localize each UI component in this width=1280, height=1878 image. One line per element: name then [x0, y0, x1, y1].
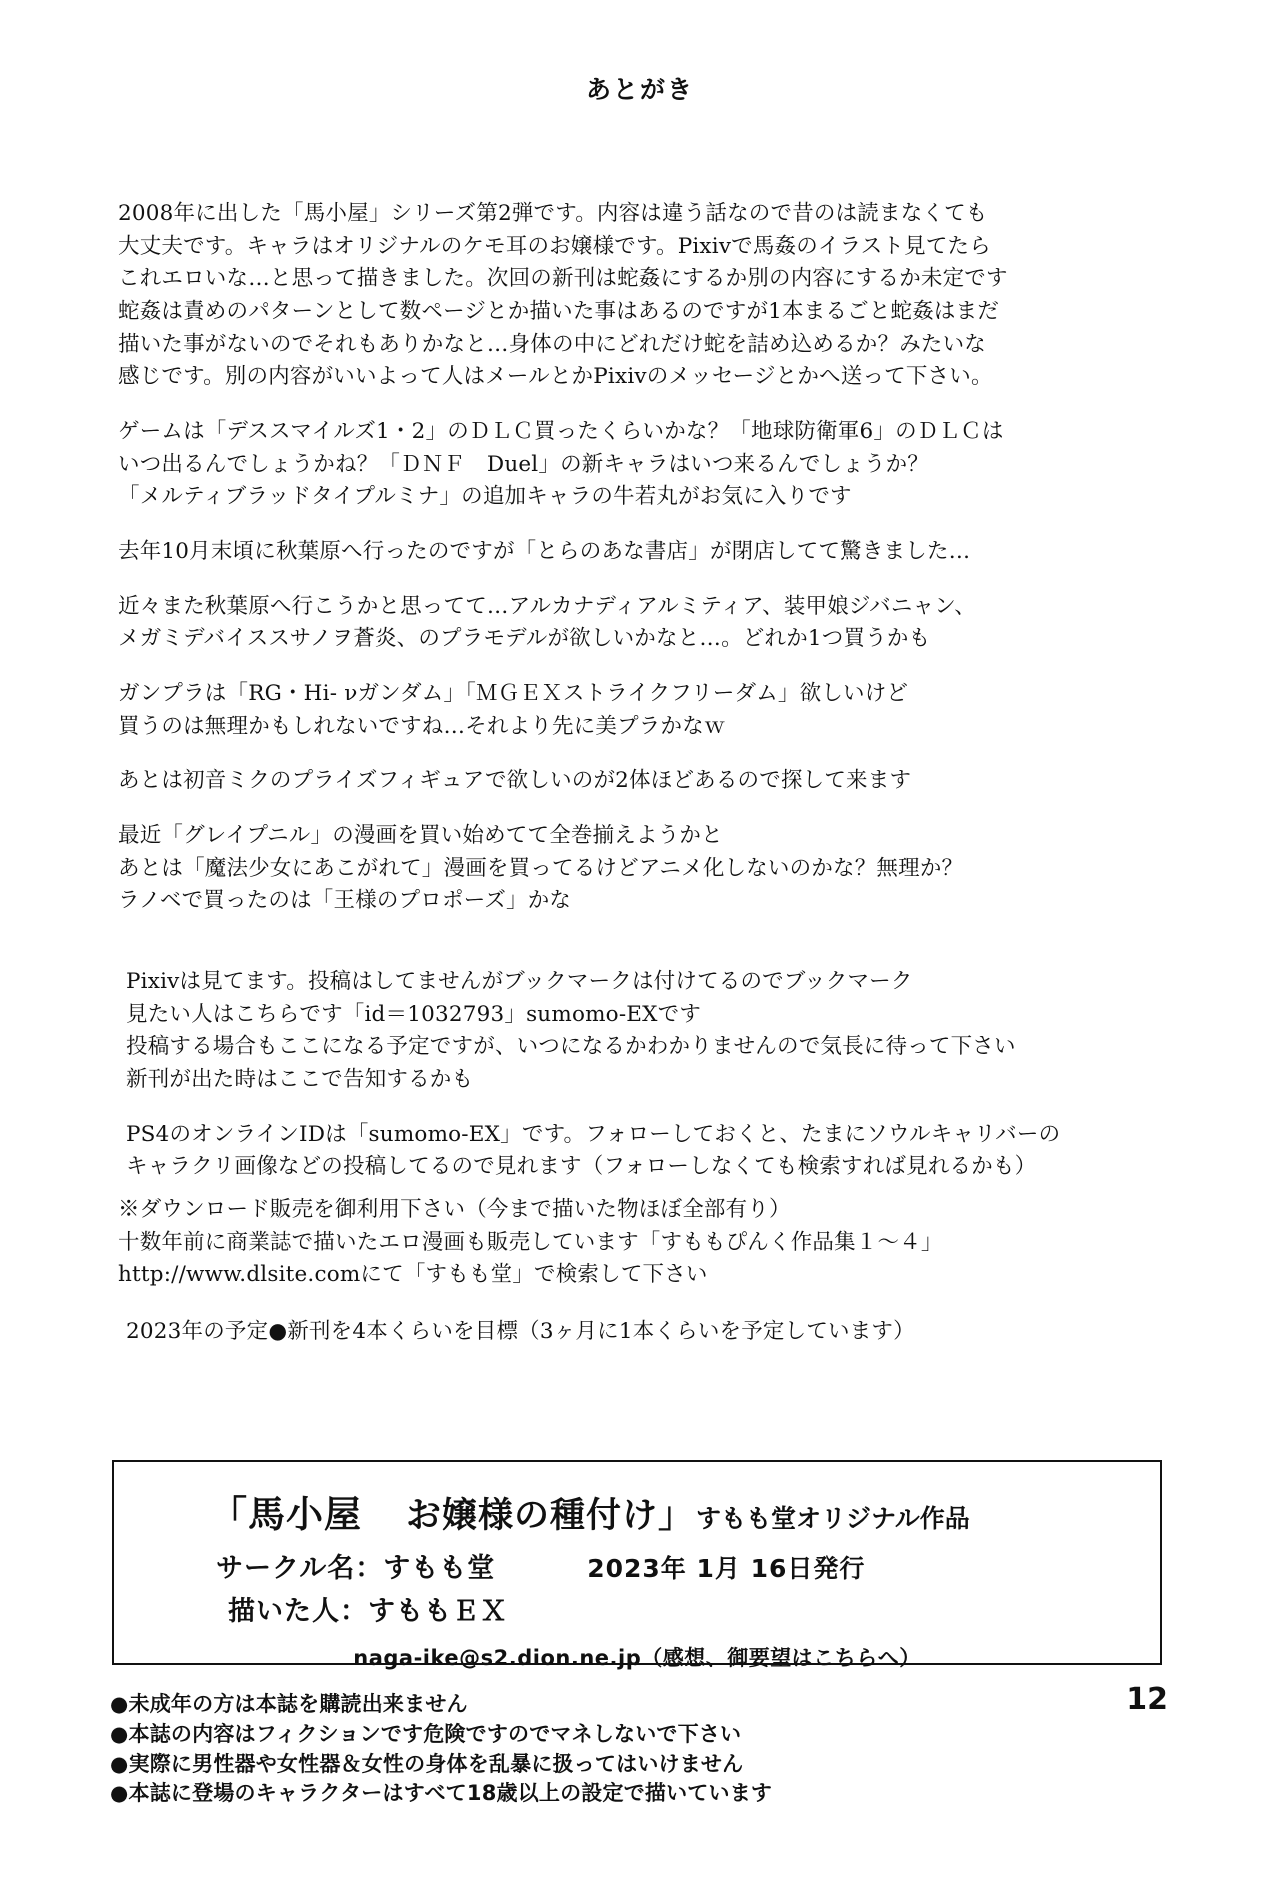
paragraph-3 — [118, 536, 1178, 569]
page-title: あとがき — [585, 75, 694, 104]
text-line: あとは「魔法少女にあこがれて」漫画を買ってるけどアニメ化しないのかな？無理か？ — [118, 855, 964, 881]
text-line: ※ダウンロード販売を御利用下さい（今まで描いた物ほぼ全部有り） — [118, 1197, 791, 1223]
notice-item: ●本誌に登場のキャラクターはすべて18歳以上の設定で描いています — [110, 1781, 773, 1806]
text-line: キャラクリ画像などの投稿してるので見れます（フォローしなくても検索すれば見れるかも） — [126, 1154, 1037, 1180]
text-line: 蛇姦は責めのパターンとして数ページとか描いた事はあるのですが1本まるごと蛇姦はまだ — [118, 299, 1000, 325]
afterword-body — [118, 198, 1178, 1349]
book-title-suffix: すもも堂オリジナル作品 — [696, 1504, 970, 1533]
spacer — [118, 656, 1178, 678]
author-name: 描いた人：すももＥＸ — [228, 1596, 508, 1627]
paragraph-4 — [118, 591, 1178, 656]
paragraph-2 — [118, 416, 1178, 514]
text-line: 新刊が出た時はここで告知するかも — [126, 1067, 474, 1093]
paragraph-9 — [118, 1119, 1178, 1184]
spacer — [118, 1184, 1178, 1194]
text-line: Pixivは見てます。投稿はしてませんがブックマークは付けてるのでブックマーク — [126, 969, 913, 995]
text-line: 近々また秋葉原へ行こうかと思ってて…アルカナディアルミティア、装甲娘ジバニャン、 — [118, 593, 976, 619]
colophon-title-row — [114, 1484, 1160, 1538]
spacer — [118, 918, 1178, 966]
text-line: 大丈夫です。キャラはオリジナルのケモ耳のお嬢様です。Pixivで馬姦のイラスト見てたら — [118, 233, 991, 259]
contact-email: naga-ike@s2.dion.ne.jp（感想、御要望はこちらへ） — [353, 1646, 921, 1670]
text-line: PS4のオンラインIDは「sumomo-EX」です。フォローしておくと、たまにソウルキャリバーの — [126, 1121, 1061, 1147]
text-line: http://www.dlsite.comにて「すもも堂」で検索して下さい — [118, 1262, 708, 1288]
notice-item: ●本誌の内容はフィクションです危険ですのでマネしないで下さい — [110, 1721, 742, 1746]
spacer — [118, 743, 1178, 765]
spacer — [118, 1292, 1178, 1316]
paragraph-5 — [118, 678, 1178, 743]
text-line: 2023年の予定●新刊を4本くらいを目標（3ヶ月に1本くらいを予定しています） — [126, 1319, 915, 1345]
paragraph-7 — [118, 820, 1178, 918]
text-line: 投稿する場合もここになる予定ですが、いつになるかわかりませんので気長に待って下さい — [126, 1034, 1016, 1060]
text-line: いつ出るんでしょうかね？「ＤＮＦ Duel」の新キャラはいつ来るんでしょうか？ — [118, 451, 929, 477]
notice-list — [110, 1690, 1110, 1809]
spacer — [118, 514, 1178, 536]
notice-item: ●実際に男性器や女性器＆女性の身体を乱暴に扱ってはいけません — [110, 1751, 744, 1776]
text-line: 最近「グレイプニル」の漫画を買い始めてて全巻揃えようかと — [118, 823, 723, 849]
text-line: 去年10月末頃に秋葉原へ行ったのですが「とらのあな書店」が閉店してて驚きました… — [118, 539, 971, 565]
page-number: 12 — [1126, 1682, 1168, 1717]
text-line: ラノベで買ったのは「王様のプロポーズ」かな — [118, 888, 572, 914]
paragraph-10 — [118, 1194, 1178, 1292]
text-line: 2008年に出した「馬小屋」シリーズ第2弾です。内容は違う話なので昔のは読まなくても — [118, 201, 988, 226]
paragraph-6 — [118, 765, 1178, 798]
colophon-box — [112, 1460, 1162, 1670]
colophon-author-row — [114, 1589, 1160, 1628]
text-line: ガンプラは「RG・Hi- νガンダム」「ＭＧＥＸストライクフリーダム」欲しいけど — [118, 681, 909, 707]
circle-name: サークル名：すもも堂 — [216, 1553, 496, 1584]
text-line: 感じです。別の内容がいいよって人はメールとかPixivのメッセージとかへ送って下さい。 — [118, 364, 993, 390]
book-title-sub: お嬢様の種付け」 — [406, 1496, 695, 1536]
paragraph-11 — [118, 1316, 1178, 1349]
paragraph-1 — [118, 198, 1178, 394]
text-line: 描いた事がないのでそれもありかなと…身体の中にどれだけ蛇を詰め込めるか？みたいな — [118, 331, 987, 357]
spacer — [118, 569, 1178, 591]
spacer — [118, 1097, 1178, 1119]
spacer — [118, 394, 1178, 416]
text-line: ゲームは「デススマイルズ1・2」のＤＬＣ買ったくらいかな？「地球防衛軍6」のＤＬＣは — [118, 419, 1004, 445]
document-page — [0, 70, 1280, 1878]
notice-item: ●未成年の方は本誌を購読出来ません — [110, 1692, 468, 1716]
publish-date: 2023年 1月 16日発行 — [587, 1554, 866, 1583]
text-line: 見たい人はこちらです「id＝1032793」sumomo-EXです — [126, 1001, 702, 1027]
text-line: 十数年前に商業誌で描いたエロ漫画も販売しています「すももぴんく作品集１〜４」 — [118, 1229, 943, 1255]
text-line: これエロいな…と思って描きました。次回の新刊は蛇姦にするか別の内容にするか未定です — [118, 266, 1008, 292]
text-line: あとは初音ミクのプライズフィギュアで欲しいのが2体ほどあるので探して来ます — [118, 768, 912, 794]
spacer — [118, 798, 1178, 820]
text-line: 「メルティブラッドタイプルミナ」の追加キャラの牛若丸がお気に入りです — [118, 484, 852, 510]
text-line: 買うのは無理かもしれないですね…それより先に美プラかなｗ — [118, 713, 726, 739]
paragraph-8 — [118, 966, 1178, 1097]
book-title-open: 「馬小屋 — [210, 1493, 362, 1536]
colophon-circle-row — [114, 1546, 1160, 1585]
text-line: メガミデバイススサノヲ蒼炎、のプラモデルが欲しいかなと…。どれか1つ買うかも — [118, 626, 931, 652]
